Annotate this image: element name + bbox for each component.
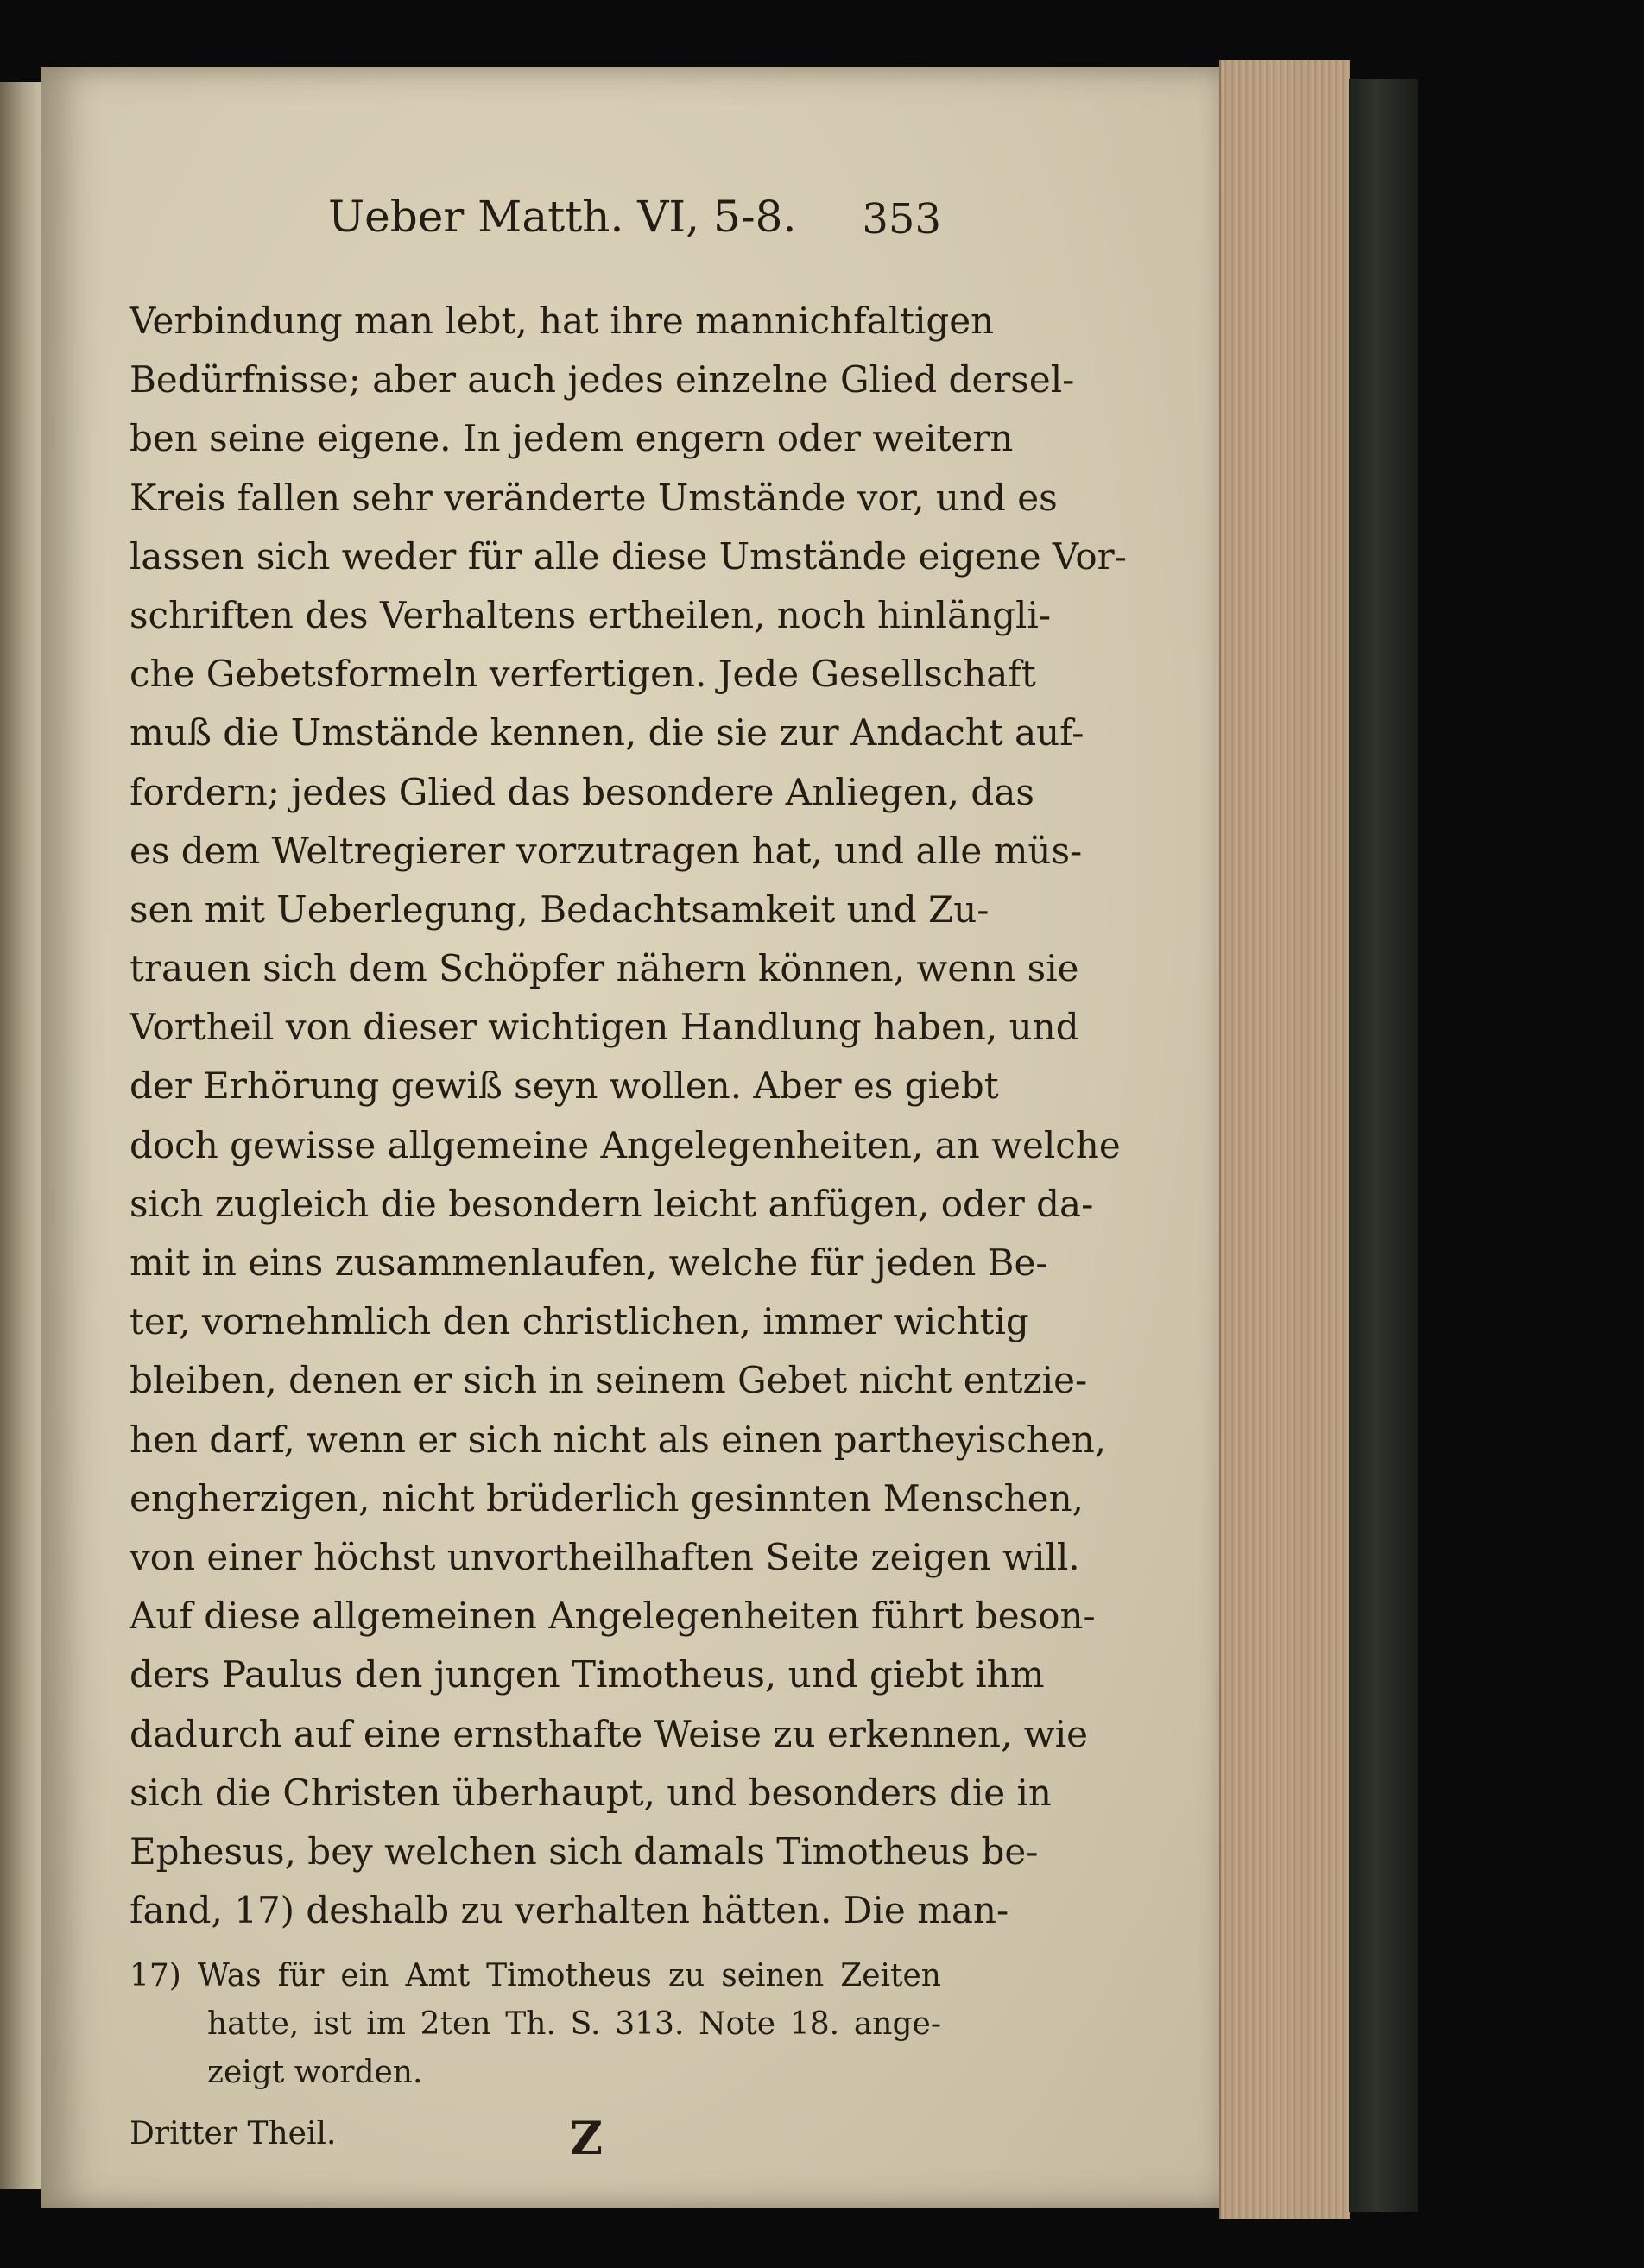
text-line: ben seine eigene. In jedem engern oder weitern [130,417,1014,460]
previous-page-edge [0,82,41,2189]
text-line: che Gebetsformeln verfertigen. Jede Gesellschaft [130,653,1036,696]
text-line: dadurch auf eine ernsthafte Weise zu erkennen, wie [130,1712,1089,1755]
page-block-edge [1219,60,1350,2219]
page-number: 353 [862,195,941,243]
text-line: lassen sich weder für alle diese Umstände eigene Vor- [130,534,1127,578]
text-line: ter, vornehmlich den christlichen, immer wichtig [130,1300,1029,1343]
volume-signature: Dritter Theil. [130,2116,337,2152]
text-line: hen darf, wenn er sich nicht als einen partheyischen, [130,1418,1107,1461]
text-line: Ephesus, bey welchen sich damals Timotheus be- [130,1829,1039,1873]
text-line: der Erhörung gewiß seyn wollen. Aber es giebt [130,1065,999,1108]
body-text [130,292,1127,1940]
text-line: muß die Umstände kennen, die sie zur Andacht auf- [130,711,1084,755]
text-line: bleiben, denen er sich in seinem Gebet nicht entzie- [130,1359,1088,1402]
text-line: sich zugleich die besondern leicht anfügen, oder da- [130,1182,1094,1225]
text-line: von einer höchst unvortheilhaften Seite zeigen will. [130,1535,1080,1578]
text-line: Kreis fallen sehr veränderte Umstände vor, und es [130,476,1058,519]
text-line: schriften des Verhaltens ertheilen, noch hinlängli- [130,593,1052,636]
running-head [130,188,941,266]
footnote [130,1952,941,2097]
text-line: fordern; jedes Glied das besondere Anliegen, das [130,770,1034,813]
running-head-title: Ueber Matth. VI, 5-8. [328,192,797,242]
text-line: trauen sich dem Schöpfer nähern können, wenn sie [130,947,1079,990]
text-line: Auf diese allgemeinen Angelegenheiten führt beson- [130,1595,1096,1638]
text-line: fand, 17) deshalb zu verhalten hätten. Die man- [130,1889,1009,1932]
footnote-line: hatte, ist im 2ten Th. S. 313. Note 18. ange- [207,2006,941,2043]
page-text-block [130,188,1127,2173]
text-line: Vortheil von dieser wichtigen Handlung haben, und [130,1006,1079,1049]
text-line: Verbindung man lebt, hat ihre mannichfaltigen [130,300,995,342]
footnote-line: 17) Was für ein Amt Timotheus zu seinen Zeiten [130,1958,941,1994]
text-line: engherzigen, nicht brüderlich gesinnten Menschen, [130,1476,1084,1519]
signature-row [130,2113,941,2173]
text-line: sich die Christen überhaupt, und besonders die in [130,1771,1052,1814]
text-line: mit in eins zusammenlaufen, welche für jeden Be- [130,1241,1048,1284]
book-cover-edge [1349,79,1418,2212]
text-line: sen mit Ueberlegung, Bedachtsamkeit und Zu- [130,888,990,931]
footnote-line: zeigt worden. [207,2055,423,2091]
text-line: doch gewisse allgemeine Angelegenheiten, an welche [130,1123,1121,1166]
text-line: Bedürfnisse; aber auch jedes einzelne Glied dersel- [130,358,1075,401]
text-line: es dem Weltregierer vorzutragen hat, und alle müs- [130,829,1083,872]
gathering-signature-mark: Z [570,2113,603,2166]
text-line: ders Paulus den jungen Timotheus, und giebt ihm [130,1653,1045,1696]
